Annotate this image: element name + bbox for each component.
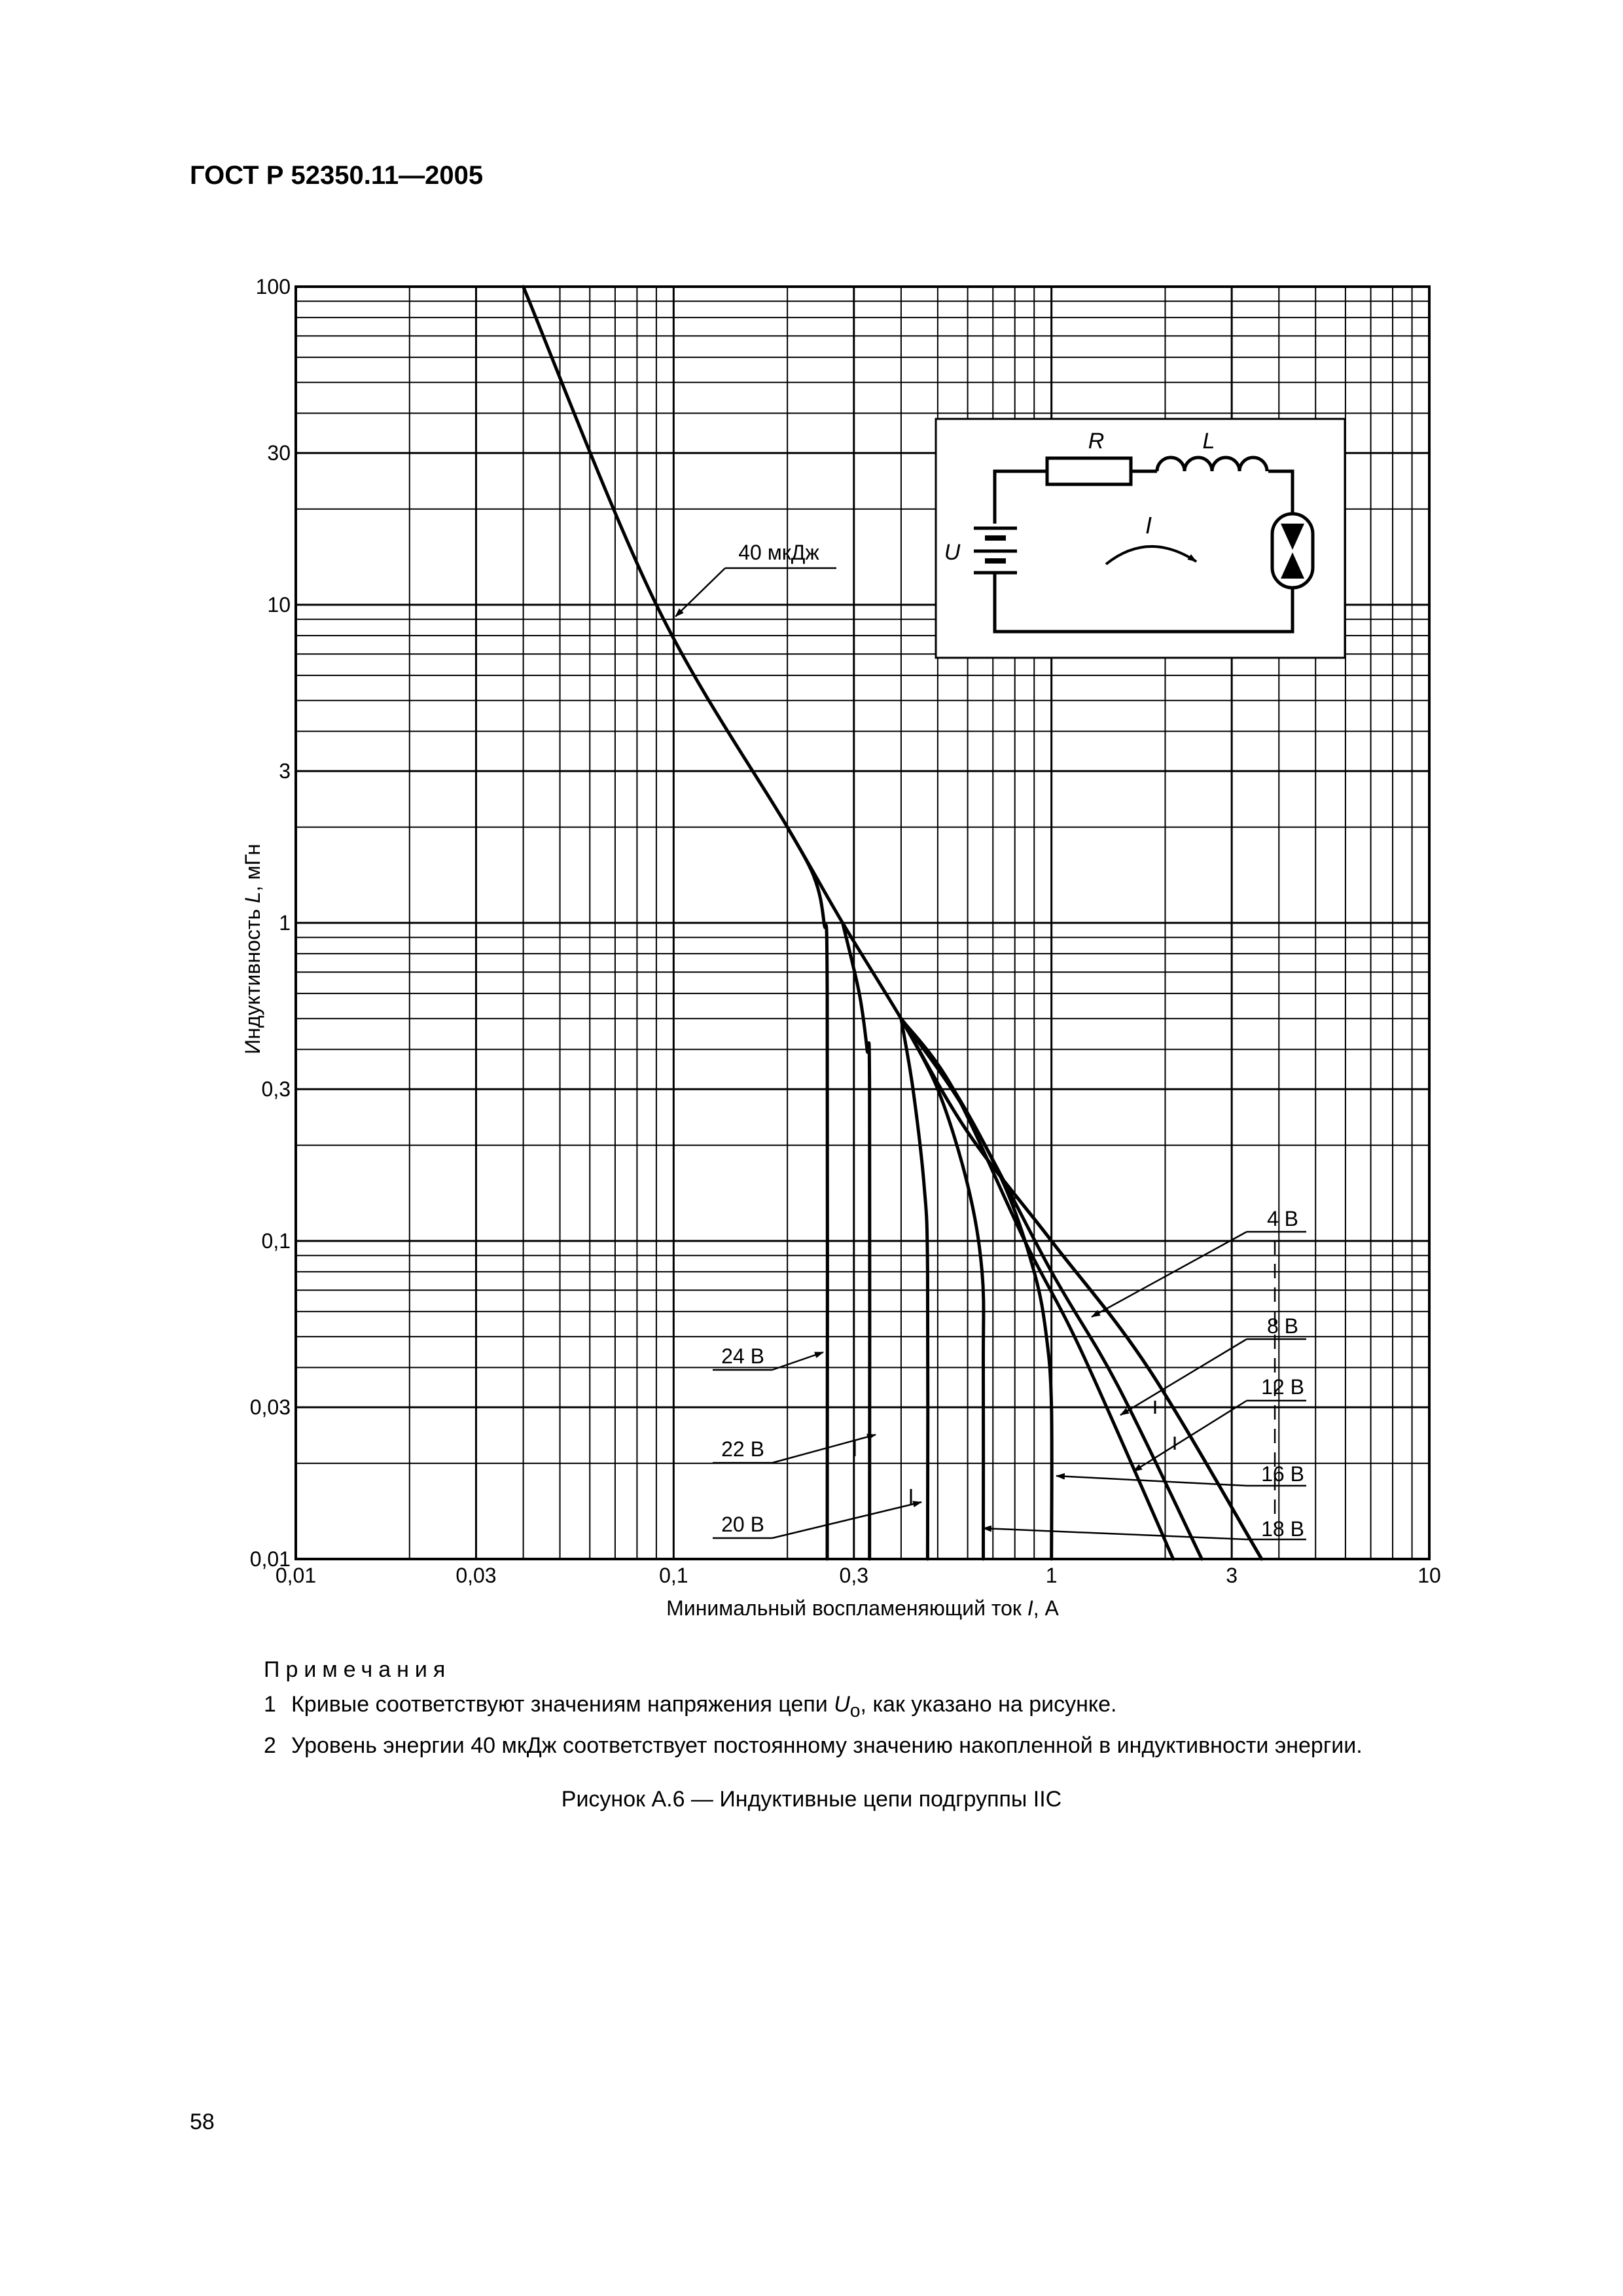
note-number: 1	[264, 1692, 276, 1717]
x-tick-label: 0,01	[275, 1564, 317, 1587]
x-tick-label: 1	[1045, 1564, 1058, 1587]
label-18v-leader	[983, 1528, 1247, 1539]
y-axis-label: Индуктивность L, мГн	[241, 844, 264, 1054]
resistor-icon	[1047, 458, 1131, 484]
x-tick-label: 10	[1418, 1564, 1441, 1587]
label-4v-leader	[1092, 1232, 1247, 1317]
label-18v: 18 В	[1261, 1517, 1304, 1541]
label-24v: 24 В	[721, 1344, 764, 1368]
note-subscript: о	[849, 1700, 861, 1721]
y-tick-label: 10	[267, 593, 291, 617]
label-8v-leader	[1120, 1339, 1247, 1415]
y-tick-label: 3	[279, 759, 291, 783]
figure-caption: Рисунок А.6 — Индуктивные цепи подгруппы IIC	[561, 1787, 1062, 1812]
note-text: Уровень энергии 40 мкДж соответствует постоянному значению накопленной в индуктивности энергии.	[291, 1732, 1363, 1758]
label-12v-leader	[1133, 1401, 1247, 1471]
note-text: Кривые соответствуют значениям напряжения цепи	[291, 1692, 834, 1717]
document-header: ГОСТ Р 52350.11—2005	[190, 161, 484, 190]
x-axis-label: Минимальный воспламеняющий ток I, А	[666, 1596, 1059, 1620]
x-tick-label: 0,3	[839, 1564, 869, 1587]
y-tick-label: 0,03	[249, 1395, 291, 1420]
y-tick-label: 1	[279, 911, 291, 935]
label-40uJ: 40 мкДж	[738, 541, 819, 564]
x-tick-label: 3	[1226, 1564, 1238, 1587]
inset-label-r: R	[1088, 429, 1105, 454]
label-4v: 4 В	[1266, 1207, 1299, 1230]
label-20v: 20 В	[721, 1513, 764, 1536]
note-symbol: U	[834, 1692, 850, 1717]
y-tick-label: 0,1	[261, 1229, 291, 1253]
label-22v: 22 В	[721, 1437, 764, 1461]
notes	[264, 1653, 1363, 1763]
curve-16-В	[901, 1018, 1052, 1559]
y-tick-label: 0,01	[249, 1547, 291, 1571]
notes-title: Примечания	[264, 1657, 452, 1682]
label-12v: 12 В	[1261, 1375, 1304, 1399]
label-20v-leader	[772, 1502, 921, 1538]
label-16v: 16 В	[1261, 1462, 1304, 1486]
x-tick-label: 0,1	[659, 1564, 688, 1587]
x-tick-label: 0,03	[455, 1564, 497, 1587]
note-number: 2	[264, 1732, 276, 1758]
note-2	[264, 1729, 1363, 1763]
label-40uJ-leader	[675, 568, 725, 617]
y-tick-label: 30	[267, 441, 291, 465]
note-text-end: , как указано на рисунке.	[860, 1692, 1117, 1717]
inset-label-u: U	[944, 540, 961, 565]
curve-20-В	[901, 1018, 928, 1559]
circuit-inset	[936, 419, 1345, 658]
inset-label-i: I	[1145, 512, 1152, 539]
y-tick-label: 0,3	[261, 1077, 291, 1102]
inset-label-l: L	[1202, 429, 1215, 454]
label-8v: 8 В	[1266, 1314, 1299, 1338]
y-tick-label: 100	[255, 275, 291, 298]
page-number: 58	[190, 2109, 215, 2134]
curve-labels	[675, 541, 1306, 1541]
note-1	[264, 1687, 1363, 1729]
